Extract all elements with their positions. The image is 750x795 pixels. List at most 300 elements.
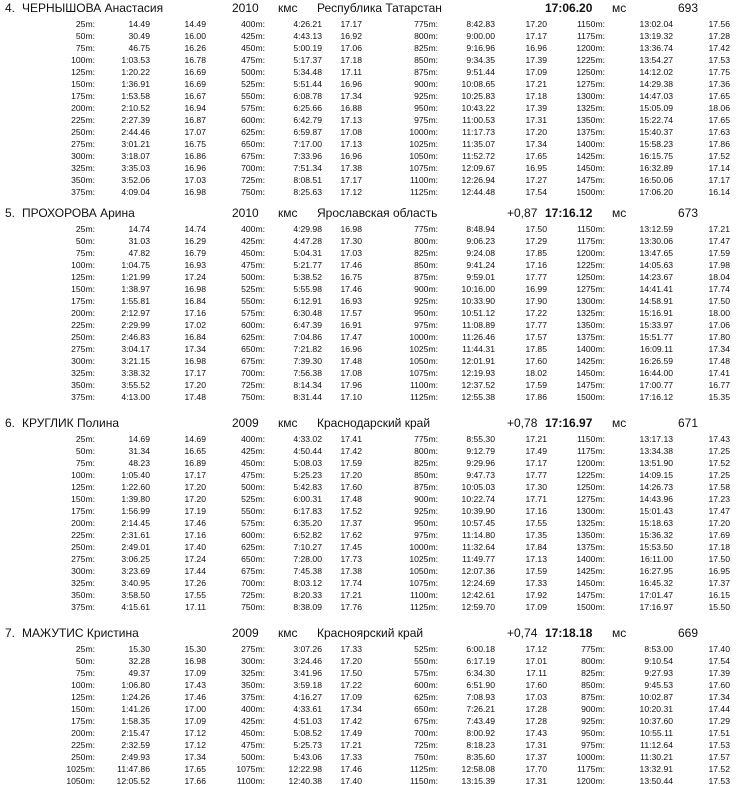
split-distance: 725m: xyxy=(241,175,265,185)
split-distance: 575m: xyxy=(414,668,438,678)
split-lap-time: 17.20 xyxy=(340,470,362,480)
points: 693 xyxy=(678,1,699,15)
split-lap-time: 17.13 xyxy=(525,554,547,564)
split-row xyxy=(0,283,750,295)
splits-table xyxy=(0,643,750,787)
split-distance: 375m: xyxy=(241,692,265,702)
split-distance: 400m: xyxy=(241,224,265,234)
split-lap-time: 17.20 xyxy=(184,482,206,492)
split-lap-time: 17.40 xyxy=(184,542,206,552)
split-distance: 275m: xyxy=(71,139,95,149)
split-cumulative-time: 9:00.00 xyxy=(466,31,495,41)
split-distance: 800m: xyxy=(414,446,438,456)
split-lap-time: 17.33 xyxy=(340,644,362,654)
qualification: кмс xyxy=(278,626,298,640)
split-lap-time: 16.15 xyxy=(708,590,730,600)
split-row xyxy=(0,577,750,589)
split-cumulative-time: 2:29.99 xyxy=(121,320,150,330)
split-lap-time: 17.49 xyxy=(525,446,547,456)
points: 671 xyxy=(678,416,699,430)
split-row xyxy=(0,138,750,150)
split-cumulative-time: 16:50.06 xyxy=(639,175,673,185)
split-cumulative-time: 7:26.21 xyxy=(466,704,495,714)
split-lap-time: 15.35 xyxy=(708,392,730,402)
split-lap-time: 17.70 xyxy=(525,764,547,774)
split-distance: 450m: xyxy=(241,248,265,258)
split-row xyxy=(0,445,750,457)
split-distance: 150m: xyxy=(71,79,95,89)
split-cumulative-time: 10:33.90 xyxy=(461,296,495,306)
split-distance: 1100m: xyxy=(409,175,438,185)
athlete-name: ПРОХОРОВА Арина xyxy=(22,206,135,220)
split-cumulative-time: 7:39.30 xyxy=(293,356,322,366)
split-row xyxy=(0,775,750,787)
points: 669 xyxy=(678,626,699,640)
split-cumulative-time: 11:08.89 xyxy=(462,320,495,330)
split-lap-time: 17.75 xyxy=(708,67,730,77)
split-cumulative-time: 14:05.63 xyxy=(639,260,673,270)
split-lap-time: 17.34 xyxy=(184,344,206,354)
split-row xyxy=(0,18,750,30)
split-lap-time: 17.41 xyxy=(708,368,730,378)
split-distance: 300m: xyxy=(71,356,95,366)
split-distance: 525m: xyxy=(241,79,265,89)
split-row xyxy=(0,30,750,42)
split-lap-time: 17.27 xyxy=(525,175,547,185)
split-cumulative-time: 1:03.53 xyxy=(121,55,150,65)
split-lap-time: 16.96 xyxy=(525,43,547,53)
split-cumulative-time: 7:21.82 xyxy=(293,344,322,354)
split-distance: 575m: xyxy=(241,518,265,528)
split-distance: 900m: xyxy=(414,494,438,504)
split-distance: 800m: xyxy=(414,31,438,41)
split-cumulative-time: 10:08.65 xyxy=(461,79,495,89)
split-distance: 225m: xyxy=(71,740,95,750)
split-distance: 925m: xyxy=(414,506,438,516)
split-lap-time: 17.21 xyxy=(708,224,730,234)
split-distance: 525m: xyxy=(241,494,265,504)
split-lap-time: 17.17 xyxy=(525,458,547,468)
split-cumulative-time: 4:51.03 xyxy=(293,716,322,726)
split-distance: 525m: xyxy=(241,284,265,294)
split-cumulative-time: 6:08.78 xyxy=(293,91,322,101)
split-cumulative-time: 1:41.26 xyxy=(121,704,150,714)
split-distance: 900m: xyxy=(414,79,438,89)
split-cumulative-time: 3:38.32 xyxy=(121,368,150,378)
split-distance: 1275m: xyxy=(576,494,605,504)
split-cumulative-time: 5:08.52 xyxy=(293,728,322,738)
split-lap-time: 17.74 xyxy=(340,578,362,588)
split-cumulative-time: 17:01.47 xyxy=(639,590,673,600)
split-row xyxy=(0,553,750,565)
final-time: 17:16.97 xyxy=(545,416,593,430)
split-distance: 550m: xyxy=(241,506,265,516)
split-cumulative-time: 12:07.36 xyxy=(461,566,495,576)
split-lap-time: 17.84 xyxy=(525,542,547,552)
split-lap-time: 16.87 xyxy=(184,115,206,125)
split-lap-time: 17.60 xyxy=(708,680,730,690)
split-distance: 50m: xyxy=(75,656,95,666)
split-lap-time: 15.50 xyxy=(708,602,730,612)
split-distance: 975m: xyxy=(414,320,438,330)
split-cumulative-time: 11:35.07 xyxy=(462,139,495,149)
split-lap-time: 16.77 xyxy=(708,380,730,390)
split-cumulative-time: 8:00.92 xyxy=(466,728,495,738)
split-distance: 1350m: xyxy=(576,320,605,330)
split-lap-time: 17.55 xyxy=(184,590,206,600)
split-distance: 625m: xyxy=(241,127,265,137)
split-cumulative-time: 2:32.59 xyxy=(121,740,150,750)
split-cumulative-time: 8:08.51 xyxy=(293,175,322,185)
split-distance: 600m: xyxy=(241,115,265,125)
split-lap-time: 17.08 xyxy=(340,368,362,378)
split-lap-time: 17.52 xyxy=(708,458,730,468)
split-distance: 1425m: xyxy=(576,356,605,366)
split-lap-time: 17.60 xyxy=(525,356,547,366)
split-cumulative-time: 1:22.60 xyxy=(121,482,150,492)
split-cumulative-time: 49.37 xyxy=(128,668,150,678)
split-lap-time: 17.08 xyxy=(340,127,362,137)
split-lap-time: 18.06 xyxy=(708,103,730,113)
split-lap-time: 17.07 xyxy=(184,127,206,137)
split-cumulative-time: 15:01.43 xyxy=(639,506,673,516)
split-distance: 775m: xyxy=(414,224,438,234)
split-cumulative-time: 15:33.97 xyxy=(639,320,673,330)
split-lap-time: 14.74 xyxy=(184,224,206,234)
split-cumulative-time: 31.03 xyxy=(128,236,150,246)
split-cumulative-time: 8:48.94 xyxy=(466,224,495,234)
split-cumulative-time: 9:27.93 xyxy=(644,668,673,678)
split-distance: 375m: xyxy=(71,392,95,402)
split-cumulative-time: 1:38.97 xyxy=(121,284,150,294)
split-distance: 500m: xyxy=(241,752,265,762)
split-cumulative-time: 4:26.21 xyxy=(293,19,322,29)
split-row xyxy=(0,379,750,391)
split-distance: 250m: xyxy=(71,127,95,137)
split-distance: 1400m: xyxy=(576,139,605,149)
split-lap-time: 17.69 xyxy=(708,530,730,540)
split-distance: 700m: xyxy=(241,578,265,588)
splits-table xyxy=(0,223,750,403)
split-cumulative-time: 1:04.75 xyxy=(121,260,150,270)
split-cumulative-time: 8:42.83 xyxy=(466,19,495,29)
split-distance: 350m: xyxy=(71,175,95,185)
split-cumulative-time: 8:53.00 xyxy=(644,644,673,654)
split-lap-time: 17.65 xyxy=(708,115,730,125)
athlete-block xyxy=(0,625,750,787)
split-distance: 600m: xyxy=(414,680,438,690)
split-cumulative-time: 12:24.69 xyxy=(461,578,495,588)
split-distance: 1050m: xyxy=(409,151,438,161)
split-lap-time: 17.45 xyxy=(340,542,362,552)
split-lap-time: 17.28 xyxy=(525,716,547,726)
split-lap-time: 17.17 xyxy=(184,470,206,480)
split-distance: 25m: xyxy=(75,19,95,29)
split-distance: 1100m: xyxy=(409,380,438,390)
split-cumulative-time: 8:14.34 xyxy=(293,380,322,390)
split-cumulative-time: 2:12.97 xyxy=(121,308,150,318)
split-distance: 700m: xyxy=(241,368,265,378)
split-distance: 1400m: xyxy=(576,554,605,564)
split-cumulative-time: 7:04.86 xyxy=(293,332,322,342)
split-lap-time: 17.09 xyxy=(184,668,206,678)
split-cumulative-time: 7:17.00 xyxy=(293,139,322,149)
split-distance: 1475m: xyxy=(576,590,605,600)
split-lap-time: 16.93 xyxy=(184,260,206,270)
split-cumulative-time: 3:21.15 xyxy=(121,356,150,366)
split-distance: 725m: xyxy=(241,590,265,600)
split-cumulative-time: 14.74 xyxy=(128,224,150,234)
split-cumulative-time: 7:56.38 xyxy=(293,368,322,378)
split-lap-time: 17.48 xyxy=(184,392,206,402)
split-lap-time: 16.99 xyxy=(525,284,547,294)
split-lap-time: 17.37 xyxy=(708,578,730,588)
split-distance: 75m: xyxy=(75,668,95,678)
split-cumulative-time: 10:57.45 xyxy=(461,518,495,528)
split-distance: 350m: xyxy=(71,380,95,390)
split-cumulative-time: 9:06.23 xyxy=(466,236,495,246)
split-distance: 825m: xyxy=(414,43,438,53)
split-distance: 1125m: xyxy=(409,392,438,402)
split-lap-time: 17.21 xyxy=(525,79,547,89)
split-lap-time: 17.24 xyxy=(184,554,206,564)
split-lap-time: 17.18 xyxy=(525,91,547,101)
split-lap-time: 17.85 xyxy=(525,344,547,354)
split-distance: 625m: xyxy=(414,692,438,702)
split-cumulative-time: 4:50.44 xyxy=(293,446,322,456)
split-cumulative-time: 6:52.82 xyxy=(293,530,322,540)
split-cumulative-time: 14:41.41 xyxy=(639,284,673,294)
athlete-name: КРУГЛИК Полина xyxy=(22,416,120,430)
split-lap-time: 17.12 xyxy=(525,644,547,654)
split-lap-time: 17.58 xyxy=(708,482,730,492)
split-distance: 675m: xyxy=(241,356,265,366)
split-cumulative-time: 4:15.61 xyxy=(121,602,150,612)
split-distance: 1175m: xyxy=(576,446,605,456)
split-row xyxy=(0,343,750,355)
split-cumulative-time: 11:17.73 xyxy=(462,127,495,137)
split-cumulative-time: 15:05.09 xyxy=(639,103,673,113)
split-row xyxy=(0,655,750,667)
split-row xyxy=(0,367,750,379)
split-distance: 1175m: xyxy=(576,31,605,41)
split-distance: 50m: xyxy=(75,446,95,456)
athlete-header xyxy=(0,205,750,223)
split-cumulative-time: 3:35.03 xyxy=(121,163,150,173)
split-cumulative-time: 12:59.70 xyxy=(461,602,495,612)
split-row xyxy=(0,307,750,319)
split-row xyxy=(0,541,750,553)
split-distance: 475m: xyxy=(241,470,265,480)
split-distance: 1000m: xyxy=(409,332,438,342)
split-distance: 1225m: xyxy=(576,470,605,480)
split-distance: 950m: xyxy=(581,728,605,738)
split-lap-time: 16.92 xyxy=(340,31,362,41)
split-lap-time: 17.52 xyxy=(708,151,730,161)
split-cumulative-time: 11:14.80 xyxy=(462,530,495,540)
split-distance: 1075m: xyxy=(236,764,265,774)
split-cumulative-time: 6:12.91 xyxy=(293,296,322,306)
split-row xyxy=(0,529,750,541)
split-lap-time: 17.13 xyxy=(340,139,362,149)
split-row xyxy=(0,78,750,90)
split-lap-time: 17.59 xyxy=(525,380,547,390)
split-distance: 1225m: xyxy=(576,55,605,65)
split-lap-time: 17.85 xyxy=(525,248,547,258)
split-distance: 200m: xyxy=(71,103,95,113)
split-cumulative-time: 15:36.32 xyxy=(639,530,673,540)
split-lap-time: 17.73 xyxy=(340,554,362,564)
split-cumulative-time: 11:12.64 xyxy=(640,740,673,750)
split-row xyxy=(0,727,750,739)
split-cumulative-time: 15:58.23 xyxy=(639,139,673,149)
split-cumulative-time: 11:26.46 xyxy=(462,332,495,342)
athlete-header xyxy=(0,415,750,433)
split-lap-time: 17.66 xyxy=(184,776,206,786)
split-lap-time: 17.71 xyxy=(525,494,547,504)
split-lap-time: 16.65 xyxy=(184,446,206,456)
split-lap-time: 17.28 xyxy=(708,31,730,41)
split-distance: 800m: xyxy=(581,656,605,666)
athlete-block xyxy=(0,415,750,613)
split-lap-time: 16.86 xyxy=(184,151,206,161)
split-cumulative-time: 17:16.12 xyxy=(639,392,673,402)
split-lap-time: 17.40 xyxy=(340,776,362,786)
split-row xyxy=(0,319,750,331)
split-distance: 1500m: xyxy=(576,602,605,612)
split-cumulative-time: 2:49.93 xyxy=(121,752,150,762)
split-lap-time: 17.12 xyxy=(184,740,206,750)
split-cumulative-time: 13:30.06 xyxy=(639,236,673,246)
split-cumulative-time: 6:59.87 xyxy=(293,127,322,137)
split-distance: 900m: xyxy=(581,704,605,714)
splits-table xyxy=(0,433,750,613)
split-lap-time: 17.44 xyxy=(184,566,206,576)
split-distance: 425m: xyxy=(241,236,265,246)
split-lap-time: 17.22 xyxy=(340,680,362,690)
split-row xyxy=(0,517,750,529)
athlete-rank: 7. xyxy=(5,626,16,640)
final-time: 17:18.18 xyxy=(545,626,593,640)
split-distance: 350m: xyxy=(241,680,265,690)
split-lap-time: 17.20 xyxy=(525,19,547,29)
split-lap-time: 17.03 xyxy=(340,248,362,258)
split-distance: 500m: xyxy=(241,67,265,77)
split-cumulative-time: 3:23.69 xyxy=(121,566,150,576)
split-row xyxy=(0,481,750,493)
split-cumulative-time: 10:05.03 xyxy=(461,482,495,492)
split-distance: 25m: xyxy=(75,644,95,654)
split-cumulative-time: 46.75 xyxy=(128,43,150,53)
split-row xyxy=(0,150,750,162)
split-cumulative-time: 13:12.59 xyxy=(639,224,673,234)
split-lap-time: 17.26 xyxy=(184,578,206,588)
split-cumulative-time: 14:26.73 xyxy=(639,482,673,492)
qualification: кмс xyxy=(278,416,298,430)
split-lap-time: 17.50 xyxy=(708,296,730,306)
split-lap-time: 18.02 xyxy=(525,368,547,378)
split-lap-time: 17.44 xyxy=(708,704,730,714)
split-lap-time: 17.02 xyxy=(184,320,206,330)
split-distance: 650m: xyxy=(414,704,438,714)
split-lap-time: 17.38 xyxy=(340,566,362,576)
split-distance: 1300m: xyxy=(576,296,605,306)
split-cumulative-time: 7:28.00 xyxy=(293,554,322,564)
split-lap-time: 17.41 xyxy=(340,434,362,444)
split-distance: 175m: xyxy=(71,91,95,101)
split-cumulative-time: 12:44.48 xyxy=(461,187,495,197)
split-distance: 250m: xyxy=(71,542,95,552)
split-lap-time: 17.16 xyxy=(525,260,547,270)
split-cumulative-time: 10:43.22 xyxy=(461,103,495,113)
split-cumulative-time: 4:09.04 xyxy=(121,187,150,197)
split-cumulative-time: 16:45.32 xyxy=(639,578,673,588)
split-lap-time: 17.31 xyxy=(525,115,547,125)
split-distance: 1450m: xyxy=(576,578,605,588)
split-lap-time: 17.51 xyxy=(708,728,730,738)
split-distance: 100m: xyxy=(71,260,95,270)
split-distance: 575m: xyxy=(241,308,265,318)
split-distance: 1375m: xyxy=(576,542,605,552)
split-cumulative-time: 13:17.13 xyxy=(639,434,673,444)
split-lap-time: 17.22 xyxy=(525,308,547,318)
split-lap-time: 16.96 xyxy=(340,344,362,354)
split-row xyxy=(0,433,750,445)
region: Республика Татарстан xyxy=(317,1,442,15)
split-lap-time: 17.20 xyxy=(708,518,730,528)
split-cumulative-time: 15:53.50 xyxy=(639,542,673,552)
split-distance: 950m: xyxy=(414,518,438,528)
split-distance: 450m: xyxy=(241,458,265,468)
split-distance: 300m: xyxy=(241,656,265,666)
split-cumulative-time: 2:31.61 xyxy=(121,530,150,540)
split-row xyxy=(0,126,750,138)
split-distance: 75m: xyxy=(75,43,95,53)
split-cumulative-time: 10:02.87 xyxy=(639,692,673,702)
split-row xyxy=(0,186,750,198)
split-cumulative-time: 1:06.80 xyxy=(121,680,150,690)
split-distance: 475m: xyxy=(241,55,265,65)
split-cumulative-time: 9:12.79 xyxy=(466,446,495,456)
split-distance: 275m: xyxy=(241,644,265,654)
split-distance: 650m: xyxy=(241,344,265,354)
split-lap-time: 17.23 xyxy=(708,494,730,504)
split-distance: 550m: xyxy=(241,91,265,101)
split-distance: 725m: xyxy=(414,740,438,750)
split-cumulative-time: 14.69 xyxy=(128,434,150,444)
split-cumulative-time: 10:55.11 xyxy=(640,728,673,738)
split-cumulative-time: 6:42.79 xyxy=(293,115,322,125)
split-distance: 300m: xyxy=(71,151,95,161)
split-distance: 425m: xyxy=(241,716,265,726)
split-distance: 175m: xyxy=(71,296,95,306)
split-distance: 1050m: xyxy=(409,356,438,366)
split-lap-time: 17.06 xyxy=(340,43,362,53)
split-cumulative-time: 5:38.52 xyxy=(293,272,322,282)
split-distance: 1150m: xyxy=(409,776,438,786)
split-distance: 1275m: xyxy=(576,79,605,89)
split-cumulative-time: 6:35.20 xyxy=(293,518,322,528)
split-lap-time: 17.86 xyxy=(525,392,547,402)
split-lap-time: 17.34 xyxy=(708,692,730,702)
split-cumulative-time: 1:20.22 xyxy=(121,67,150,77)
split-lap-time: 17.77 xyxy=(525,470,547,480)
split-row xyxy=(0,589,750,601)
split-cumulative-time: 6:30.48 xyxy=(293,308,322,318)
split-cumulative-time: 3:06.25 xyxy=(121,554,150,564)
split-distance: 600m: xyxy=(241,530,265,540)
split-cumulative-time: 4:13.00 xyxy=(121,392,150,402)
